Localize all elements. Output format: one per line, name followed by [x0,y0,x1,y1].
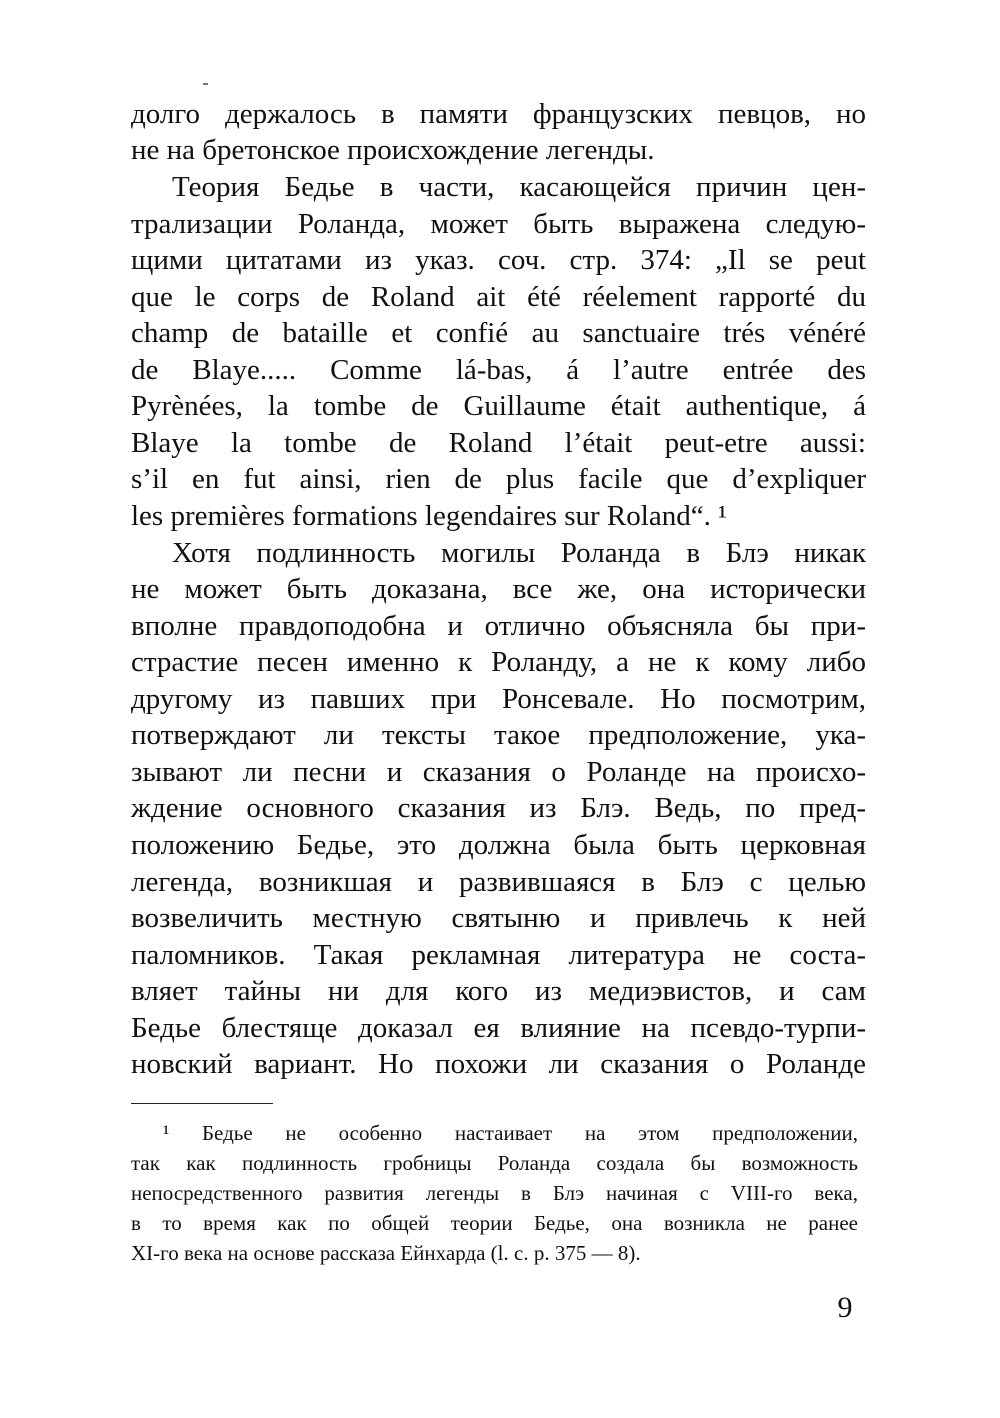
main-text-line: Pyrènées, la tombe de Guillaume était authentique, á [131,390,866,422]
main-text-line: долго держалось в памяти французских певцов, но [131,98,866,130]
main-text-line: Теория Бедье в части, касающейся причин цен- [172,171,866,203]
main-text-line: не может быть доказана, все же, она исторически [131,573,866,605]
main-text-line: новский вариант. Но похожи ли сказания о Роланде [131,1048,866,1080]
main-text-line: que le corps de Roland ait été réelement rapporté du [131,281,866,313]
main-text-line: Хотя подлинность могилы Роланда в Блэ никак [172,537,866,569]
main-text-line: потверждают ли тексты такое предположение, ука- [131,719,866,751]
main-text-line: de Blaye..... Comme lá-bas, á l’autre entrée des [131,354,866,386]
main-text-line: s’il en fut ainsi, rien de plus facile que d’expliquer [131,463,866,495]
main-text-line: положению Бедье, это должна была быть церковная [131,829,866,861]
main-text-line: вполне правдоподобна и отлично объясняла бы при- [131,610,866,642]
main-text-line: Blaye la tombe de Roland l’était peut-etre aussi: [131,427,866,459]
main-text-line: зывают ли песни и сказания о Роланде на происхо- [131,756,866,788]
main-text-line: трализации Роланда, может быть выражена следую- [131,208,866,240]
main-text-line: другому из павших при Ронсевале. Но посмотрим, [131,683,866,715]
main-text-line: паломников. Такая рекламная литература не соста- [131,939,866,971]
main-text-line: щими цитатами из указ. соч. стр. 374: „Il se peut [131,244,866,276]
main-text-line: Бедье блестяще доказал ея влияние на псевдо-турпи- [131,1012,866,1044]
main-text-line: les premières formations legendaires sur Roland“. ¹ [131,500,727,532]
main-text-line: вляет тайны ни для кого из медиэвистов, и сам [131,975,866,1007]
page-number: 9 [837,1291,853,1324]
footnote-line: так как подлинность гробницы Роланда создала бы возможность [131,1151,858,1175]
main-text-line: страстие песен именно к Роланду, а не к кому либо [131,646,866,678]
footnote-divider [131,1103,273,1104]
main-text-line: champ de bataille et confié au sanctuaire trés vénéré [131,317,866,349]
footnote-line: ¹ Бедье не особенно настаивает на этом предположении, [163,1121,858,1145]
footnote-line: в то время как по общей теории Бедье, она возникла не ранее [131,1211,858,1235]
main-text-line: ждение основного сказания из Блэ. Ведь, по пред- [131,792,866,824]
main-text-line: легенда, возникшая и развившаяся в Блэ с целью [131,866,866,898]
scan-speck [203,83,208,85]
footnote-line: XI-го века на основе рассказа Ейнхарда (l. c. p. 375 — 8). [131,1241,641,1265]
footnote-line: непосредственного развития легенды в Блэ начиная с VIII-го века, [131,1181,858,1205]
main-text-line: не на бретонское происхождение легенды. [131,134,655,166]
main-text-line: возвеличить местную святыню и привлечь к ней [131,902,866,934]
